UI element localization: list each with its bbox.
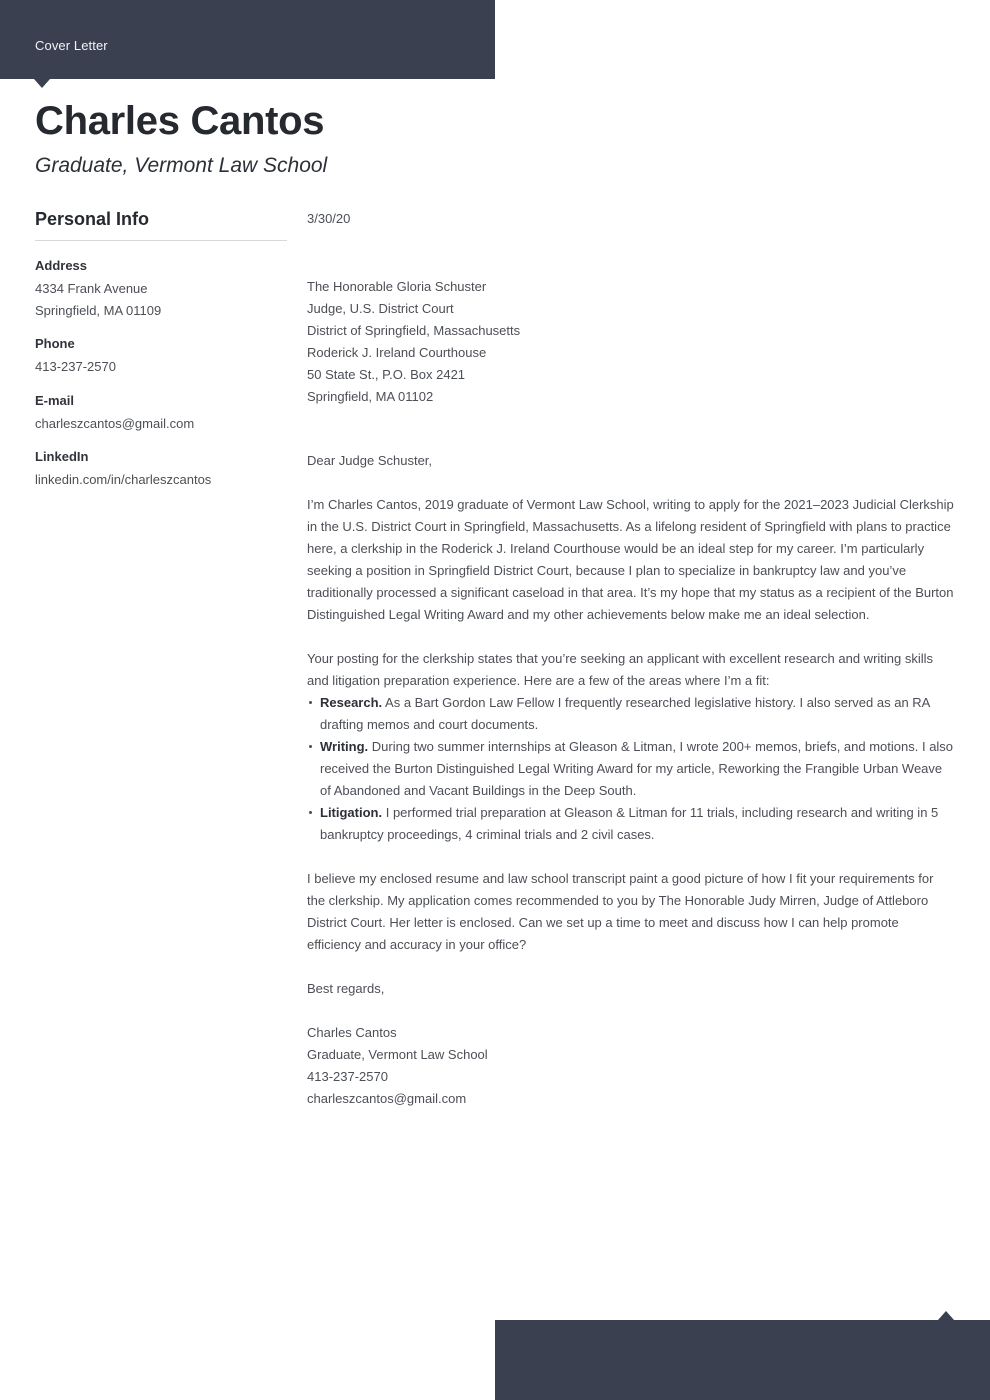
personal-info-label: Address [35,258,88,273]
personal-info-group [35,392,287,435]
personal-info-group [35,335,287,378]
signature-line: 413-237-2570 [307,1069,388,1084]
personal-info-value: 413-237-2570 [35,359,116,374]
personal-info-value: 4334 Frank Avenue [35,281,148,296]
letterhead [35,96,735,179]
qualification-text: I performed trial preparation at Gleason & Litman for 11 trials, including research and writing in 5 bankruptcy proceedings, 4 criminal trials and 2 civil cases. [320,805,939,842]
personal-info-value: charleszcantos@gmail.com [35,415,195,431]
qualification-item [307,802,955,846]
document-type-banner [0,0,495,79]
qualification-label: Litigation. [320,805,383,820]
footer-notch-up-icon [938,1311,954,1320]
personal-info-heading: Personal Info [35,208,287,241]
personal-info-group [35,257,287,321]
personal-info-label: E-mail [35,392,75,408]
recipient-line: District of Springfield, Massachusetts [307,323,521,338]
footer-banner [495,1320,990,1400]
recipient-line: The Honorable Gloria Schuster [307,279,487,294]
signature-line: Charles Cantos [307,1025,397,1040]
signature-line: charleszcantos@gmail.com [307,1091,467,1106]
recipient-line: 50 State St., P.O. Box 2421 [307,367,466,382]
letter-paragraph-2: Your posting for the clerkship states that you’re seeking an applicant with excellent research and writing skills and litigation preparation experience. Here are a few of the areas where I’m a fit: [307,651,934,688]
applicant-name: Charles Cantos [35,99,325,143]
signature-block [307,1022,955,1110]
salutation: Dear Judge Schuster, [307,453,433,468]
recipient-address [307,276,955,408]
document-type-label: Cover Letter [35,38,108,53]
letter-body [307,208,955,1110]
letter-paragraph-3: I believe my enclosed resume and law school transcript paint a good picture of how I fit your requirements for the clerkship. My application comes recommended to you by The Honorable Judy Mirren, Judge of Attleboro District Court. Her letter is enclosed. Can we set up a time to meet and discuss how I can help promote efficiency and accuracy in your office? [307,871,934,952]
recipient-line: Springfield, MA 01102 [307,389,434,404]
qualification-item [307,736,955,802]
qualification-text: During two summer internships at Gleason & Litman, I wrote 200+ memos, briefs, and motions. I also received the Burton Distinguished Legal Writing Award for my article, Reworking the Frangible Urban Weave of Abandoned and Vacant Buildings in the Deep South. [320,739,954,798]
applicant-title: Graduate, Vermont Law School [35,154,328,177]
letter-paragraph-1: I’m Charles Cantos, 2019 graduate of Vermont Law School, writing to apply for the 2021–2023 Judicial Clerkship in the U.S. District Court in Springfield, Massachusetts. As a lifelong resident of Springfield with plans to practice here, a clerkship in the Roderick J. Ireland Courthouse would be an ideal step for my career. I’m particularly seeking a position in Springfield District Court, because I plan to specialize in bankruptcy law and you’ve traditionally processed a significant caseload in that area. It’s my hope that my status as a recipient of the Burton Distinguished Legal Writing Award and my other achievements below make me an ideal selection. [307,497,954,622]
personal-info-value: linkedin.com/in/charleszcantos [35,472,212,487]
personal-info-group [35,448,287,491]
personal-info-label: LinkedIn [35,449,89,464]
letter-date: 3/30/20 [307,211,351,226]
closing-line: Best regards, [307,981,385,996]
banner-notch-down-icon [34,79,50,88]
recipient-line: Roderick J. Ireland Courthouse [307,345,487,360]
personal-info-value: Springfield, MA 01109 [35,302,162,318]
personal-info-sidebar [35,208,287,491]
qualifications-list [307,692,955,846]
qualification-label: Writing. [320,739,369,754]
qualification-text: As a Bart Gordon Law Fellow I frequently researched legislative history. I also served as an RA drafting memos and court documents. [320,695,930,732]
personal-info-label: Phone [35,336,75,351]
signature-line: Graduate, Vermont Law School [307,1047,488,1062]
qualification-item [307,692,955,736]
qualification-label: Research. [320,695,383,710]
recipient-line: Judge, U.S. District Court [307,301,454,316]
personal-info-groups [35,257,287,491]
